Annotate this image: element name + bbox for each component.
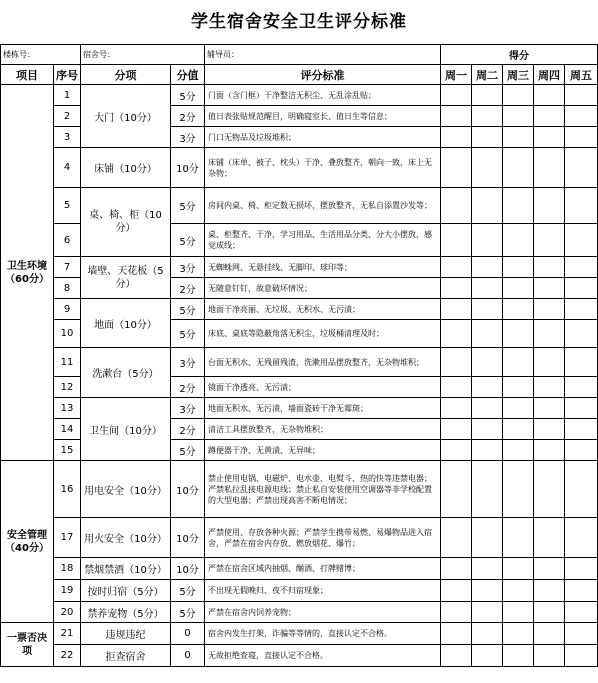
score-cell[interactable] [472, 320, 503, 348]
table-row [1, 645, 598, 667]
score-cell[interactable] [534, 224, 565, 257]
table-row [1, 348, 598, 377]
score-cell[interactable] [503, 461, 534, 518]
score-cell[interactable] [534, 85, 565, 106]
row-criteria: 清洁工具摆放整齐，无杂物堆积； [205, 419, 441, 440]
row-criteria: 台面无积水、无残留残渣，洗漱用品摆放整齐，无杂物堆积； [205, 348, 441, 377]
score-cell[interactable] [565, 148, 598, 188]
score-cell[interactable] [534, 518, 565, 558]
row-points: 2分 [171, 106, 205, 127]
score-cell[interactable] [441, 320, 472, 348]
row-criteria: 无故拒绝查寝，直接认定不合格。 [205, 645, 441, 667]
score-cell[interactable] [565, 558, 598, 580]
table-row [1, 623, 598, 645]
standards-table [0, 44, 598, 667]
row-criteria: 无蜘蛛网、无悬挂线、无脚印、球印等； [205, 257, 441, 278]
score-cell[interactable] [441, 85, 472, 106]
score-cell[interactable] [441, 419, 472, 440]
page-title: 学生宿舍安全卫生评分标准 [191, 12, 407, 32]
counselor-label: 辅导员： [207, 50, 239, 59]
score-cell[interactable] [534, 148, 565, 188]
row-no: 15 [54, 440, 81, 461]
row-criteria: 值日表张贴规范醒目，明确寝室长、值日生等信息； [205, 106, 441, 127]
score-cell[interactable] [565, 278, 598, 299]
score-cell[interactable] [472, 348, 503, 377]
score-cell[interactable] [534, 188, 565, 224]
row-criteria: 蹲便器干净、无黄渍、无异味； [205, 440, 441, 461]
group-pets: 禁养宠物（5分） [81, 602, 171, 623]
row-criteria: 严禁在宿舍内饲养宠物； [205, 602, 441, 623]
group-electric: 用电安全（10分） [81, 461, 171, 518]
score-cell[interactable] [441, 348, 472, 377]
score-cell[interactable] [565, 127, 598, 148]
group-fire: 用火安全（10分） [81, 518, 171, 558]
score-cell[interactable] [503, 602, 534, 623]
group-sink: 洗漱台（5分） [81, 348, 171, 398]
row-no: 18 [54, 558, 81, 580]
group-furniture: 桌、椅、柜（10分） [81, 188, 171, 257]
score-cell[interactable] [441, 558, 472, 580]
header-fri: 周五 [565, 65, 598, 85]
row-points: 10分 [171, 518, 205, 558]
score-cell[interactable] [565, 518, 598, 558]
score-cell[interactable] [472, 85, 503, 106]
row-criteria: 房间内桌、椅、柜定数无损坏，摆放整齐，无私自添置沙发等； [205, 188, 441, 224]
building-label: 楼栋号： [1, 45, 54, 65]
row-points: 2分 [171, 377, 205, 398]
score-cell[interactable] [441, 299, 472, 320]
row-no: 2 [54, 106, 81, 127]
score-cell[interactable] [441, 580, 472, 602]
table-row [1, 602, 598, 623]
score-cell[interactable] [441, 106, 472, 127]
score-cell[interactable] [565, 580, 598, 602]
score-cell[interactable] [472, 645, 503, 667]
header-criteria: 评分标准 [205, 65, 441, 85]
row-no: 21 [54, 623, 81, 645]
row-points: 5分 [171, 320, 205, 348]
table-row [1, 398, 598, 419]
header-tue: 周二 [472, 65, 503, 85]
score-cell[interactable] [565, 188, 598, 224]
row-no: 16 [54, 461, 81, 518]
row-criteria: 禁止使用电锅、电磁炉、电水壶、电熨斗、热的快等违禁电器；严禁私拉乱接电源电线；禁止私自安装使用空调器等非学校配置的大型电器；严禁出现高害不断电情况； [205, 461, 441, 518]
row-no: 20 [54, 602, 81, 623]
table-row [1, 461, 598, 518]
row-points: 5分 [171, 580, 205, 602]
score-cell[interactable] [472, 278, 503, 299]
table-row [1, 558, 598, 580]
score-cell[interactable] [472, 127, 503, 148]
score-cell[interactable] [534, 257, 565, 278]
score-cell[interactable] [503, 299, 534, 320]
score-cell[interactable] [441, 148, 472, 188]
group-violation: 违规违纪 [81, 623, 171, 645]
category-hygiene: 卫生环境（60分） [1, 85, 54, 461]
row-points: 2分 [171, 278, 205, 299]
score-cell[interactable] [472, 299, 503, 320]
score-cell[interactable] [472, 188, 503, 224]
row-points: 10分 [171, 558, 205, 580]
score-cell[interactable] [472, 224, 503, 257]
header-row [1, 65, 598, 85]
score-cell[interactable] [565, 461, 598, 518]
score-cell[interactable] [503, 188, 534, 224]
score-cell[interactable] [441, 602, 472, 623]
row-criteria: 严禁使用、存放各种火源；严禁学生携带易燃、易爆物品进入宿舍，严禁在宿舍内存放、燃放烟花、爆竹； [205, 518, 441, 558]
score-cell[interactable] [503, 558, 534, 580]
score-cell[interactable] [503, 419, 534, 440]
header-mon: 周一 [441, 65, 472, 85]
row-criteria: 床底、桌底等隐蔽角落无积尘，垃圾桶清理及时； [205, 320, 441, 348]
score-cell[interactable] [472, 580, 503, 602]
score-cell[interactable] [534, 278, 565, 299]
score-cell[interactable] [565, 224, 598, 257]
row-no: 19 [54, 580, 81, 602]
score-cell[interactable] [534, 398, 565, 419]
score-cell[interactable] [472, 377, 503, 398]
score-cell[interactable] [565, 623, 598, 645]
row-no: 1 [54, 85, 81, 106]
score-cell[interactable] [534, 623, 565, 645]
score-cell[interactable] [534, 299, 565, 320]
row-points: 5分 [171, 440, 205, 461]
group-toilet: 卫生间（10分） [81, 398, 171, 461]
row-criteria: 无随意钉钉，故意破坏情况； [205, 278, 441, 299]
score-cell[interactable] [565, 398, 598, 419]
row-no: 3 [54, 127, 81, 148]
row-criteria: 门口无物品及垃圾堆积； [205, 127, 441, 148]
score-header: 得分 [441, 45, 598, 65]
score-cell[interactable] [503, 106, 534, 127]
score-cell[interactable] [503, 257, 534, 278]
room-label: 宿舍号： [81, 45, 171, 65]
score-cell[interactable] [534, 106, 565, 127]
score-cell[interactable] [565, 645, 598, 667]
score-cell[interactable] [565, 257, 598, 278]
score-cell[interactable] [534, 580, 565, 602]
score-cell[interactable] [534, 558, 565, 580]
score-cell[interactable] [441, 377, 472, 398]
row-criteria: 宿舍内发生打架，诈骗等等情的，直接认定不合格。 [205, 623, 441, 645]
row-criteria: 镜面干净透亮、无污渍； [205, 377, 441, 398]
score-cell[interactable] [472, 148, 503, 188]
room-field[interactable] [171, 45, 205, 65]
row-points: 3分 [171, 127, 205, 148]
score-cell[interactable] [565, 377, 598, 398]
row-no: 13 [54, 398, 81, 419]
score-cell[interactable] [534, 377, 565, 398]
score-cell[interactable] [441, 398, 472, 419]
score-cell[interactable] [503, 148, 534, 188]
row-no: 6 [54, 224, 81, 257]
category-safety: 安全管理（40分） [1, 461, 54, 623]
score-cell[interactable] [534, 348, 565, 377]
header-item: 项目 [1, 65, 54, 85]
score-cell[interactable] [565, 419, 598, 440]
row-no: 12 [54, 377, 81, 398]
score-cell[interactable] [503, 127, 534, 148]
score-cell[interactable] [534, 461, 565, 518]
row-points: 10分 [171, 461, 205, 518]
score-cell[interactable] [503, 348, 534, 377]
row-points: 5分 [171, 602, 205, 623]
score-cell[interactable] [503, 645, 534, 667]
header-points: 分值 [171, 65, 205, 85]
row-criteria: 严禁在宿舍区域内抽烟、酗酒、打牌赌博； [205, 558, 441, 580]
row-no: 5 [54, 188, 81, 224]
score-cell[interactable] [441, 461, 472, 518]
row-criteria: 桌、柜整齐、干净，学习用品、生活用品分类、分大小摆放，感觉成线； [205, 224, 441, 257]
score-cell[interactable] [472, 257, 503, 278]
row-points: 5分 [171, 85, 205, 106]
row-no: 10 [54, 320, 81, 348]
group-curfew: 按时归宿（5分） [81, 580, 171, 602]
row-criteria: 不出现无假晚归、夜不归宿现象； [205, 580, 441, 602]
row-points: 10分 [171, 148, 205, 188]
row-points: 3分 [171, 257, 205, 278]
row-points: 5分 [171, 224, 205, 257]
score-cell[interactable] [441, 224, 472, 257]
score-cell[interactable] [503, 440, 534, 461]
score-cell[interactable] [441, 645, 472, 667]
score-cell[interactable] [534, 645, 565, 667]
score-cell[interactable] [503, 278, 534, 299]
group-floor: 地面（10分） [81, 299, 171, 348]
score-cell[interactable] [441, 623, 472, 645]
score-cell[interactable] [441, 257, 472, 278]
score-cell[interactable] [534, 419, 565, 440]
score-cell[interactable] [565, 299, 598, 320]
row-points: 3分 [171, 398, 205, 419]
score-cell[interactable] [472, 440, 503, 461]
score-cell[interactable] [534, 602, 565, 623]
row-points: 3分 [171, 348, 205, 377]
table-row [1, 257, 598, 278]
score-cell[interactable] [565, 320, 598, 348]
table-row [1, 148, 598, 188]
row-no: 8 [54, 278, 81, 299]
header-thu: 周四 [534, 65, 565, 85]
table-row [1, 188, 598, 224]
building-field[interactable] [54, 45, 81, 65]
row-criteria: 地面干净亮丽、无垃圾、无积水、无污渍； [205, 299, 441, 320]
score-cell[interactable] [472, 106, 503, 127]
row-no: 11 [54, 348, 81, 377]
row-no: 14 [54, 419, 81, 440]
row-points: 0 [171, 623, 205, 645]
category-veto: 一票否决项 [1, 623, 54, 667]
row-no: 7 [54, 257, 81, 278]
header-no: 序号 [54, 65, 81, 85]
score-cell[interactable] [503, 518, 534, 558]
row-points: 5分 [171, 188, 205, 224]
score-cell[interactable] [472, 558, 503, 580]
score-cell[interactable] [534, 127, 565, 148]
header-sub: 分项 [81, 65, 171, 85]
score-cell[interactable] [565, 602, 598, 623]
score-cell[interactable] [503, 320, 534, 348]
score-cell[interactable] [565, 348, 598, 377]
score-cell[interactable] [565, 440, 598, 461]
group-wall: 墙壁、天花板（5分） [81, 257, 171, 299]
row-points: 5分 [171, 299, 205, 320]
score-cell[interactable] [503, 85, 534, 106]
score-cell[interactable] [565, 106, 598, 127]
score-cell[interactable] [472, 602, 503, 623]
score-cell[interactable] [503, 580, 534, 602]
row-criteria: 门面（含门框）干净整洁无积尘、无乱涂乱贴； [205, 85, 441, 106]
score-cell[interactable] [503, 623, 534, 645]
group-bed: 床铺（10分） [81, 148, 171, 188]
score-cell[interactable] [441, 440, 472, 461]
row-no: 17 [54, 518, 81, 558]
row-no: 22 [54, 645, 81, 667]
table-row [1, 518, 598, 558]
table-row [1, 580, 598, 602]
row-no: 4 [54, 148, 81, 188]
score-cell[interactable] [441, 518, 472, 558]
table-row [1, 85, 598, 106]
header-wed: 周三 [503, 65, 534, 85]
group-door: 大门（10分） [81, 85, 171, 148]
row-no: 9 [54, 299, 81, 320]
row-criteria: 床铺（床单、被子、枕头）干净、叠放整齐，朝向一致，床上无杂物； [205, 148, 441, 188]
score-cell[interactable] [534, 440, 565, 461]
score-cell[interactable] [472, 518, 503, 558]
score-cell[interactable] [565, 85, 598, 106]
score-cell[interactable] [441, 188, 472, 224]
score-cell[interactable] [441, 127, 472, 148]
group-alcohol: 禁烟禁酒（10分） [81, 558, 171, 580]
score-cell[interactable] [441, 278, 472, 299]
table-row [1, 299, 598, 320]
score-cell[interactable] [503, 377, 534, 398]
score-cell[interactable] [503, 224, 534, 257]
score-cell[interactable] [503, 398, 534, 419]
score-cell[interactable] [472, 419, 503, 440]
group-refuse: 拒查宿舍 [81, 645, 171, 667]
row-criteria: 地面无积水、无污渍，墙面瓷砖干净无霉斑； [205, 398, 441, 419]
row-points: 2分 [171, 419, 205, 440]
score-cell[interactable] [472, 461, 503, 518]
row-points: 0 [171, 645, 205, 667]
info-row [1, 45, 598, 65]
score-cell[interactable] [472, 398, 503, 419]
score-cell[interactable] [472, 623, 503, 645]
score-cell[interactable] [534, 320, 565, 348]
